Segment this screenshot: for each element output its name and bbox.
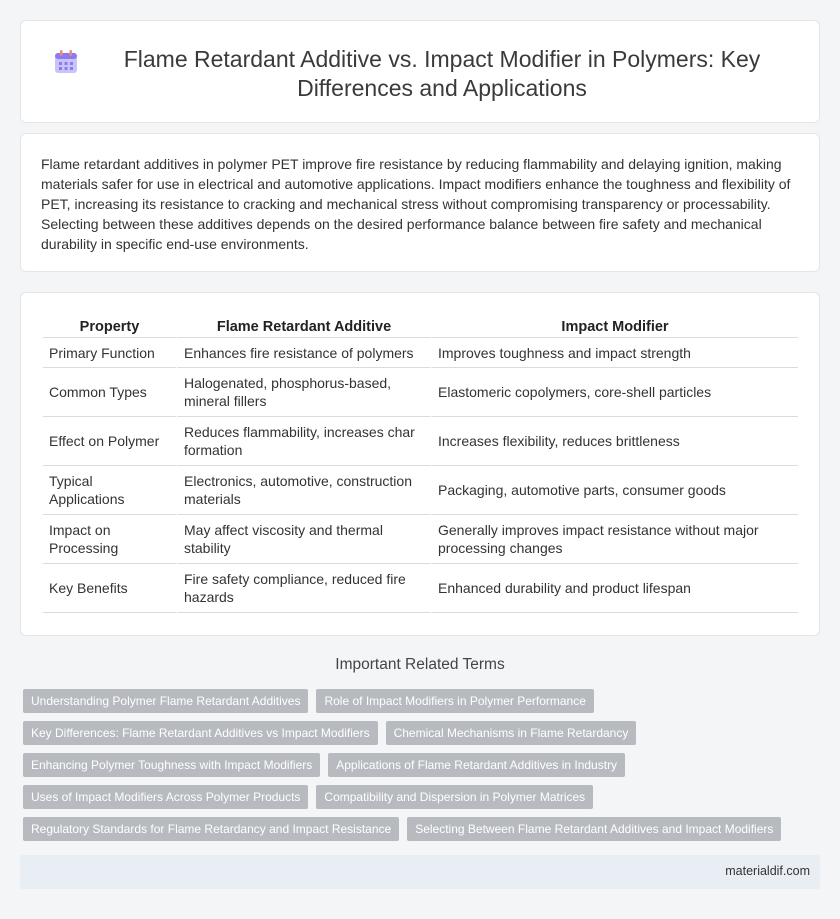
- related-term-link[interactable]: Applications of Flame Retardant Additives in Industry: [328, 753, 625, 777]
- table-cell: Reduces flammability, increases char formation: [176, 417, 430, 466]
- related-term-link[interactable]: Enhancing Polymer Toughness with Impact Modifiers: [23, 753, 320, 777]
- table-header-row: [43, 309, 798, 338]
- table-row: [43, 564, 798, 613]
- related-term-link[interactable]: Uses of Impact Modifiers Across Polymer Products: [23, 785, 308, 809]
- row-label: Typical Applications: [43, 466, 176, 515]
- comparison-card: [20, 292, 820, 636]
- table-row: [43, 417, 798, 466]
- table-cell: Electronics, automotive, construction materials: [176, 466, 430, 515]
- table-cell: Elastomeric copolymers, core-shell particles: [430, 368, 798, 417]
- related-term-link[interactable]: Understanding Polymer Flame Retardant Additives: [23, 689, 308, 713]
- table-cell: Halogenated, phosphorus-based, mineral fillers: [176, 368, 430, 417]
- row-label: Effect on Polymer: [43, 417, 176, 466]
- intro-paragraph: Flame retardant additives in polymer PET improve fire resistance by reducing flammability and delaying ignition, making materials safer for use in electrical and automotive applications. Impact modifiers enhance the toughness and flexibility of PET, increasing its resistance to cracking and mechanical stress without compromising transparency or processability. Selecting between these additives depends on the desired performance balance between fire safety and mechanical durability in specific end-use environments.: [41, 156, 791, 252]
- related-terms-heading: Important Related Terms: [335, 656, 505, 673]
- column-header-property: Property: [43, 309, 176, 338]
- row-label: Primary Function: [43, 338, 176, 368]
- page-title: Flame Retardant Additive vs. Impact Modifier in Polymers: Key Differences and Applications: [123, 46, 761, 101]
- related-term-link[interactable]: Chemical Mechanisms in Flame Retardancy: [386, 721, 637, 745]
- footer: [20, 855, 820, 889]
- row-label: Common Types: [43, 368, 176, 417]
- table-row: [43, 338, 798, 368]
- table-cell: May affect viscosity and thermal stability: [176, 515, 430, 564]
- column-header-impact-modifier: Impact Modifier: [430, 309, 798, 338]
- related-term-link[interactable]: Key Differences: Flame Retardant Additives vs Impact Modifiers: [23, 721, 378, 745]
- related-term-link[interactable]: Role of Impact Modifiers in Polymer Performance: [316, 689, 593, 713]
- footer-site-link[interactable]: materialdif.com: [725, 864, 810, 878]
- table-cell: Increases flexibility, reduces brittleness: [430, 417, 798, 466]
- related-terms-list: [23, 689, 813, 841]
- table-cell: Generally improves impact resistance without major processing changes: [430, 515, 798, 564]
- column-header-flame-retardant: Flame Retardant Additive: [176, 309, 430, 338]
- table-cell: Improves toughness and impact strength: [430, 338, 798, 368]
- table-row: [43, 515, 798, 564]
- comparison-table: [43, 309, 798, 613]
- table-row: [43, 368, 798, 417]
- row-label: Impact on Processing: [43, 515, 176, 564]
- header-card: [20, 20, 820, 123]
- table-cell: Enhanced durability and product lifespan: [430, 564, 798, 613]
- calendar-grid-icon: [53, 49, 79, 75]
- table-cell: Fire safety compliance, reduced fire hazards: [176, 564, 430, 613]
- table-cell: Enhances fire resistance of polymers: [176, 338, 430, 368]
- row-label: Key Benefits: [43, 564, 176, 613]
- related-term-link[interactable]: Compatibility and Dispersion in Polymer Matrices: [316, 785, 593, 809]
- related-term-link[interactable]: Selecting Between Flame Retardant Additives and Impact Modifiers: [407, 817, 781, 841]
- table-row: [43, 466, 798, 515]
- related-term-link[interactable]: Regulatory Standards for Flame Retardancy and Impact Resistance: [23, 817, 399, 841]
- table-cell: Packaging, automotive parts, consumer goods: [430, 466, 798, 515]
- intro-card: [20, 133, 820, 272]
